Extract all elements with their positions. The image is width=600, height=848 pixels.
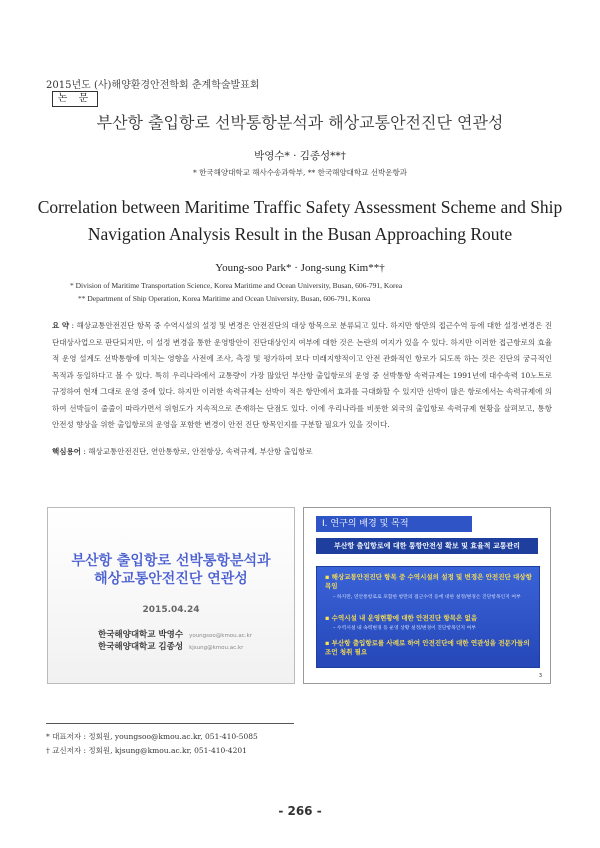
slide-email-2: kjsung@kmou.ac.kr	[189, 645, 244, 651]
keywords-text: : 해상교통안전진단, 연안통항로, 안전항상, 속력규제, 부산항 출입항로	[83, 447, 313, 456]
slide2-sub-2: – 수역시설 내 속력변경 등 운영 상황 설정/변경이 진단항목인지 여부	[333, 626, 476, 631]
slide-author-2: 한국해양대학교 김종성	[98, 642, 184, 652]
abstract-label: 요 약	[52, 321, 70, 330]
footnote-corresponding-2: † 교신저자 : 정회원, kjsung@kmou.ac.kr, 051-410-4201	[46, 746, 247, 755]
slide-title-line2: 해상교통안전진단 연관성	[94, 571, 248, 587]
footnote-divider	[46, 723, 294, 724]
title-english-line1: Correlation between Maritime Traffic Safety Assessment Scheme and Ship	[37, 197, 563, 217]
slide2-bullet-1: ▪ 해상교통안전진단 항목 중 수역시설의 설정 및 변경은 안전진단 대상항목임	[325, 573, 532, 590]
slide-date: 2015.04.24	[142, 605, 200, 615]
affiliation-english-2: ** Department of Ship Operation, Korea Maritime and Ocean University, Busan, 606-791, Korea	[78, 294, 371, 303]
title-english-line2: Navigation Analysis Result in the Busan Approaching Route	[87, 224, 513, 244]
affiliation-english-1: * Division of Maritime Transportation Science, Korea Maritime and Ocean University, Busan, 606-791, Korea	[70, 281, 403, 290]
slide2-bullet-1-text: 해상교통안전진단 항목 중 수역시설의 설정 및 변경은 안전진단 대상항목임	[325, 573, 532, 590]
slide2-bullet-3: ▪ 부산항 출입항로를 사례로 하여 안전진단에 대한 연관성을 전문가들의 조언 청취 필요	[325, 639, 530, 656]
slide-author-row-2	[98, 640, 243, 652]
paper-type-badge: 논 문	[52, 91, 98, 107]
conference-header: 2015년도 (사)해양환경안전학회 춘계학술발표회	[46, 80, 260, 91]
keywords	[52, 446, 552, 457]
slide2-sub-1: – 하지만, 연안통항로로 포함한 항만의 접근수역 등에 대한 설정/변경은 진단항목인지 여부	[333, 595, 521, 600]
slide2-page-number: 3	[538, 673, 542, 679]
footnote-corresponding-1: * 대표저자 : 정회원, youngsoo@kmou.ac.kr, 051-410-5085	[46, 732, 258, 741]
slide-author-1: 한국해양대학교 박영수	[98, 630, 184, 640]
slide-title-line1: 부산항 출입항로 선박통항분석과	[71, 553, 271, 569]
title-korean: 부산항 출입항로 선박통항분석과 해상교통안전진단 연관성	[96, 113, 504, 132]
title-english	[20, 194, 580, 248]
background-slide	[303, 507, 551, 684]
page-number: - 266 -	[278, 804, 322, 818]
abstract	[52, 318, 552, 434]
keywords-label: 핵심용어	[52, 447, 81, 456]
slide2-bullet-2-text: 수역시설 내 운영현황에 대한 안전진단 항목은 없음	[331, 614, 478, 622]
slide-email-1: youngsoo@kmou.ac.kr	[189, 633, 252, 639]
slide2-bullet-2: ▪ 수역시설 내 운영현황에 대한 안전진단 항목은 없음	[325, 614, 478, 622]
slide2-bullet-3-text: 부산항 출입항로를 사례로 하여 안전진단에 대한 연관성을 전문가들의 조언 청취 필요	[325, 639, 530, 656]
slide2-banner: 부산항 출입항로에 대한 통항안전성 확보 및 효율적 교통관리	[316, 538, 538, 554]
authors-korean: 박영수* · 김종성**†	[254, 150, 346, 162]
slide2-content-box	[316, 566, 540, 668]
affiliations-english	[60, 279, 560, 305]
slide2-heading: I. 연구의 배경 및 목적	[316, 516, 472, 532]
abstract-text: : 해상교통안전진단 항목 중 수역시설의 설정 및 변경은 안전진단의 대상 항목으로 분류되고 있다. 하지만 항만의 접근수역 등에 대한 설정·변경은 진단대상사업으로 판단되지만, 이 설정 변경을 통한 운영방안이 진단대상인지 여부에 대한 것은 논란의 여지가 있을 수 있다. 하지만 이러한 접근항로의 효율적 운영 설계도 선박통항에 미치는 영향을 사전에 조사, 측정 및 평가하여 보다 미래지향적이고 안전 관화적인 항로가 되도록 하는 것은 진단의 궁극적인 목적과 동일하다고 볼 수 있다. 특히 우리나라에서 교통량이 가장 많았던 부산항 출입항로의 운영 중 선박통항 속력규제는 1991년에 대수속력 10노트로 규정하여 현재 그대로 운영 중에 있다. 하지만 이러한 속력규제는 선박이 적은 항만에서 효과를 극대화할 수 있지만 선박이 많은 항로에서는 속력규제에 의하여 선박들이 줄줄이 따라가면서 위험도가 지속적으로 존재하는 단점도 있다. 이에 우리나라를 비롯한 외국의 출입항로 속력규제 현황을 살펴보고, 통항안전성 향상을 위한 출입항로의 운영을 포함한 변경이 안전 진단 항목인지를 구분할 필요가 있을 것이다.	[52, 321, 552, 429]
slide-author-row-1	[98, 628, 252, 640]
title-slide	[47, 507, 295, 684]
affiliations-korean: * 한국해양대학교 해사수송과학부, ** 한국해양대학교 선박운항과	[193, 168, 407, 177]
slide-title	[48, 552, 294, 588]
authors-english: Young-soo Park* · Jong-sung Kim**†	[215, 262, 385, 274]
